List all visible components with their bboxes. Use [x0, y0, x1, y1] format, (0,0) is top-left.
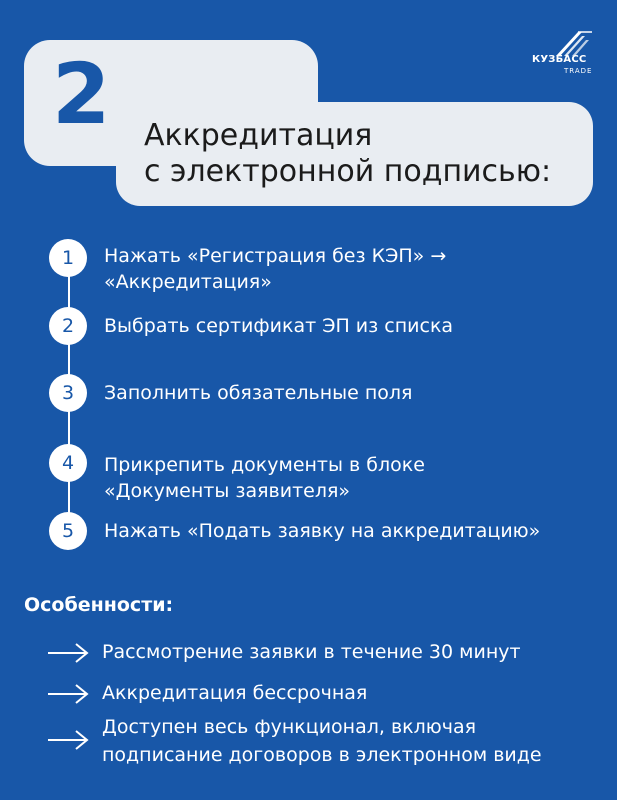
step-2-text: [104, 313, 604, 339]
step-3-text: [104, 380, 604, 406]
step-4-badge: 4: [49, 444, 87, 482]
arrow-right-icon: [46, 683, 90, 705]
step-1-text: [104, 243, 604, 295]
feature-1: [102, 638, 521, 666]
step-1-line-1: Нажать «Регистрация без КЭП» →: [104, 245, 447, 267]
arrow-right-icon: [46, 642, 90, 664]
features-heading: Особенности:: [24, 594, 174, 616]
title-line-1: Аккредитация: [144, 118, 373, 153]
feature-3-line-1: Доступен весь функционал, включая: [102, 716, 477, 738]
step-3-line-1: Заполнить обязательные поля: [104, 382, 413, 404]
step-5-line-1: Нажать «Подать заявку на аккредитацию»: [104, 520, 541, 542]
feature-1-line-1: Рассмотрение заявки в течение 30 минут: [102, 641, 521, 663]
feature-3-line-2: подписание договоров в электронном виде: [102, 744, 542, 766]
step-1-badge: 1: [49, 239, 87, 277]
step-5-badge: 5: [49, 512, 87, 550]
kuzbass-trade-logo: [532, 30, 596, 80]
step-1-line-2: «Аккредитация»: [104, 271, 272, 293]
step-5-text: [104, 518, 604, 544]
step-4-text: [104, 452, 604, 504]
feature-2-line-1: Аккредитация бессрочная: [102, 682, 368, 704]
logo-subtitle: TRADE: [564, 67, 593, 75]
arrow-right-icon: [46, 729, 90, 751]
feature-2: [102, 679, 367, 707]
step-2-line-1: Выбрать сертификат ЭП из списка: [104, 315, 454, 337]
section-number: 2: [52, 45, 111, 143]
feature-3: [102, 713, 542, 769]
step-2-badge: 2: [49, 307, 87, 345]
page-title: [144, 118, 551, 190]
step-4-line-1: Прикрепить документы в блоке: [104, 454, 425, 476]
title-line-2: с электронной подписью:: [144, 154, 552, 189]
step-3-badge: 3: [49, 374, 87, 412]
logo-name: КУЗБАСС: [532, 54, 587, 65]
step-4-line-2: «Документы заявителя»: [104, 480, 351, 502]
logo-mark-icon: [552, 30, 592, 56]
